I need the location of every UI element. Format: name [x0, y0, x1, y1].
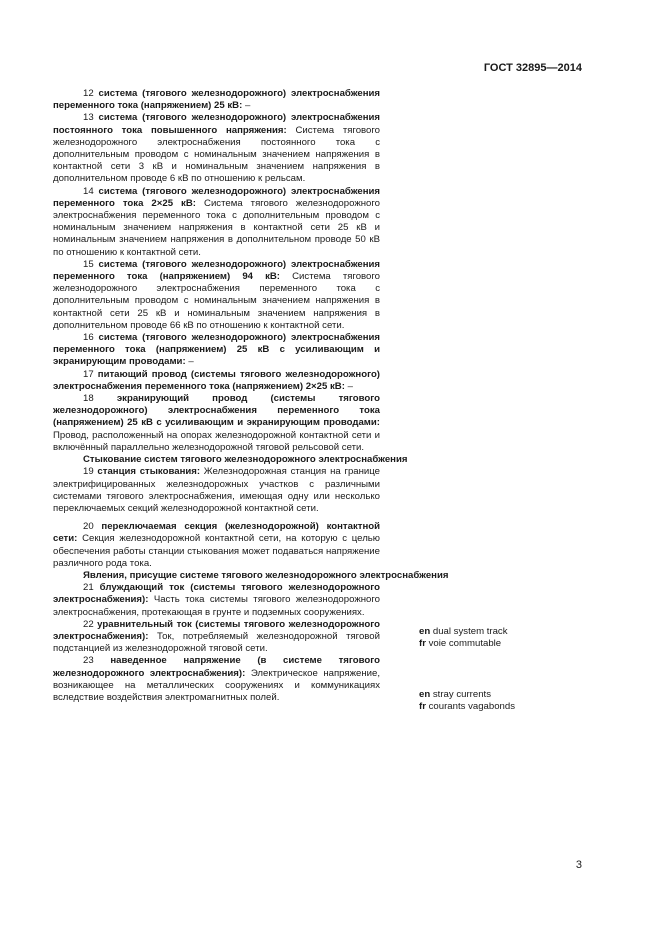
term-title: блуждающий ток (системы тягового железнодорожного электроснабжения):	[53, 582, 380, 606]
term-definition: –	[347, 380, 353, 392]
term-title: система (тягового железнодорожного) электроснабжения переменного тока (напряжением) 25 кВ:	[53, 88, 381, 112]
document-header: ГОСТ 32895—2014	[483, 62, 582, 74]
term-entry-13: 13 система (тягового железнодорожного) электроснабжения постоянного тока повышенного напряжения: Система тягового железнодорожного электроснабжения постоянного тока с дополнительным проводом с номинальным значением напряжения в контактной сети 3 кВ и номинальным значением напряжения в дополнительном проводе 6 кВ по отношению к рельсам.	[53, 112, 381, 185]
equivalent-en: en dual system track	[419, 626, 508, 637]
term-entry-20: 20 переключаемая секция (железнодорожной) контактной сети: Секция железнодорожной контактной сети, на которую с целью обеспечения работы станции стыкования может подаваться напряжение различного рода тока.	[53, 521, 380, 569]
term-title: система (тягового железнодорожного) электроснабжения постоянного тока повышенного напряжения:	[53, 112, 381, 136]
term-entry-22: 22 уравнительный ток (системы тягового железнодорожного электроснабжения): Ток, потребляемый железнодорожной тяговой подстанцией из железнодорожной тяговой сети.	[53, 618, 380, 655]
section-heading-phenomena: Явления, присущие системе тягового железнодорожного электроснабжения	[83, 569, 449, 581]
term-entry-23: 23 наведенное напряжение (в системе тягового железнодорожного электроснабжения): Электрическое напряжение, возникающее на металлических сооружениях и коммуникациях вследствие воздействия электромагнитных полей.	[53, 655, 381, 703]
equivalent-en: en stray currents	[419, 689, 491, 700]
term-definition: –	[188, 356, 194, 368]
term-title: система (тягового железнодорожного) электроснабжения переменного тока (напряжением) 94 кВ:	[53, 258, 381, 283]
term-title: уравнительный ток (системы тягового железнодорожного электроснабжения):	[53, 618, 380, 642]
term-title: система (тягового железнодорожного) электроснабжения переменного тока 2×25 кВ:	[53, 185, 381, 209]
equivalent-fr: fr voie commutable	[419, 638, 502, 650]
term-title: наведенное напряжение (в системе тягового железнодорожного электроснабжения):	[53, 655, 380, 679]
section-heading-interconnection: Стыкование систем тягового железнодорожного электроснабжения	[83, 454, 408, 466]
term-definition: Часть тока системы тягового железнодорожного электроснабжения, протекающая в грунте и подземных сооружениях.	[53, 594, 380, 618]
term-title: станция стыкования:	[97, 466, 201, 478]
term-title: переключаемая секция (железнодорожной) контактной сети:	[53, 521, 380, 545]
page-number: 3	[575, 859, 582, 871]
term-definition: Система тягового железнодорожного электроснабжения переменного тока с дополнительным проводом с номинальным значением напряжения в контактной сети 25 кВ и номинальным значением напряжения в дополнительном проводе 50 кВ по отношению к контактной сети.	[53, 197, 381, 258]
term-entry-18: 18 экранирующий провод (системы тягового железнодорожного) электроснабжения переменного тока (напряжением) 25 кВ с усиливающим и экранирующим проводами: Провод, расположенный на опорах железнодорожной контактной сети и включённый параллельно железнодорожной тяговой рельсовой сети.	[53, 393, 380, 453]
term-definition: Секция железнодорожной контактной сети, на которую с целью обеспечения работы станции стыкования может подаваться напряжение различного рода тока.	[53, 533, 380, 569]
term-entry-21: 21 блуждающий ток (системы тягового железнодорожного электроснабжения): Часть тока системы тягового железнодорожного электроснабжения, протекающая в грунте и подземных сооружениях.	[53, 582, 380, 618]
term-definition: Провод, расположенный на опорах железнодорожной контактной сети и включённый параллельно железнодорожной тяговой рельсовой сети.	[53, 429, 380, 453]
term-entry-15: 15 система (тягового железнодорожного) электроснабжения переменного тока (напряжением) 94 кВ: Система тягового железнодорожного электроснабжения переменного тока с дополнительным проводом с номинальным значением напряжения в контактной сети 25 кВ и номинальным значением напряжения в дополнительном проводе 66 кВ по отношению к контактной сети.	[53, 258, 381, 331]
foreign-equivalents-21	[419, 689, 515, 713]
terms-column	[53, 88, 449, 704]
term-definition: –	[244, 100, 251, 112]
term-title: питающий провод (системы тягового железнодорожного) электроснабжения переменного тока (напряжением) 2×25 кВ:	[53, 368, 380, 392]
term-entry-19: 19 станция стыкования: Железнодорожная станция на границе электрифицированных железнодорожных участков с различными системами тягового электроснабжения, имеющая одну или несколько переключаемых секций железнодорожной контактной сети.	[53, 466, 380, 514]
term-entry-17: 17 питающий провод (системы тягового железнодорожного) электроснабжения переменного тока (напряжением) 2×25 кВ: –	[53, 368, 380, 392]
term-title: система (тягового железнодорожного) электроснабжения переменного тока (напряжением) 25 кВ с усиливающим и экранирующим проводами:	[53, 332, 381, 368]
term-definition: Ток, потребляемый железнодорожной тяговой подстанцией из железнодорожной тяговой сети.	[53, 630, 380, 655]
term-entry-14: 14 система (тягового железнодорожного) электроснабжения переменного тока 2×25 кВ: Система тягового железнодорожного электроснабжения переменного тока с дополнительным проводом с номинальным значением напряжения в контактной сети 25 кВ и номинальным значением напряжения в дополнительном проводе 50 кВ по отношению к контактной сети.	[53, 185, 381, 258]
term-definition: Система тягового железнодорожного электроснабжения переменного тока с дополнительным проводом с номинальным значением напряжения в контактной сети 25 кВ и номинальным значением напряжения в дополнительном проводе 66 кВ по отношению к контактной сети.	[53, 271, 381, 331]
term-definition: Система тягового железнодорожного электроснабжения постоянного тока с дополнительным проводом с номинальным значением напряжения в контактной сети 3 кВ и номинальным значением напряжения в дополнительном проводе 6 кВ по отношению к рельсам.	[53, 124, 380, 185]
equivalent-fr: fr courants vagabonds	[419, 701, 516, 713]
term-title: экранирующий провод (системы тягового железнодорожного) электроснабжения переменного тока (напряжением) 25 кВ с усиливающим и экранирующим проводами:	[53, 393, 380, 429]
term-entry-16: 16 система (тягового железнодорожного) электроснабжения переменного тока (напряжением) 25 кВ с усиливающим и экранирующим проводами: –	[53, 332, 381, 368]
term-definition: Железнодорожная станция на границе электрифицированных железнодорожных участков с различными системами тягового электроснабжения, имеющая одну или несколько переключаемых секций железнодорожной контактной сети.	[53, 466, 380, 514]
term-definition: Электрическое напряжение, возникающее на металлических сооружениях и коммуникациях вследствие воздействия электромагнитных полей.	[53, 667, 381, 703]
foreign-equivalents-20	[419, 626, 508, 650]
term-entry-12: 12 система (тягового железнодорожного) электроснабжения переменного тока (напряжением) 25 кВ: –	[53, 88, 381, 112]
